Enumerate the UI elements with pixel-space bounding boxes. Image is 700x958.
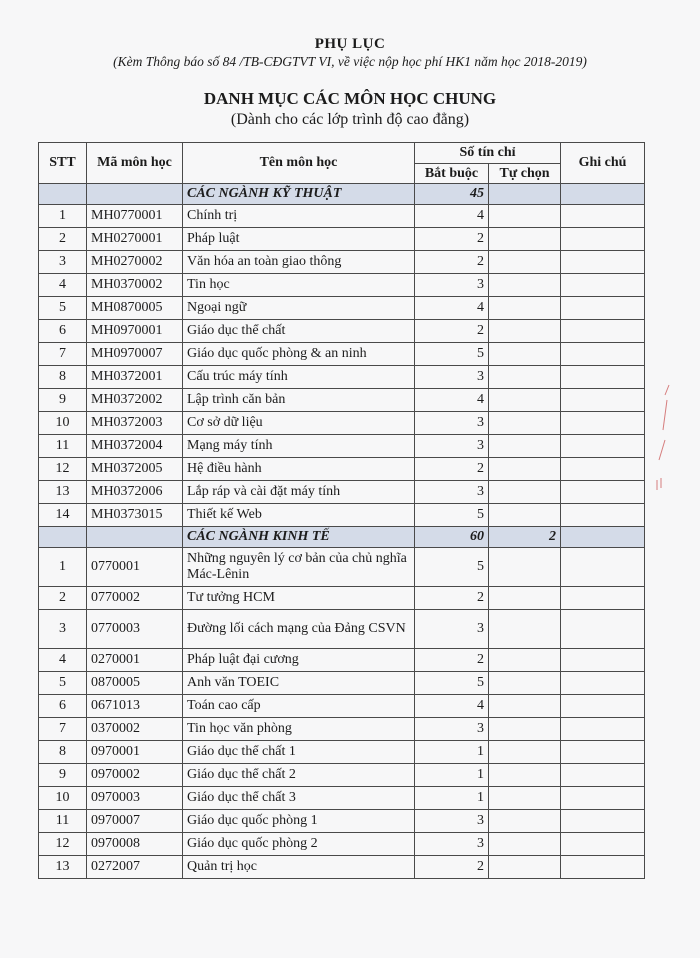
table-row: [39, 251, 645, 274]
row-required-credits: 3: [415, 366, 489, 389]
row-note: [561, 297, 645, 320]
row-optional-credits: [489, 548, 561, 587]
row-optional-credits: [489, 343, 561, 366]
row-course-name: Văn hóa an toàn giao thông: [183, 251, 415, 274]
row-course-code: 0970002: [87, 764, 183, 787]
row-note: [561, 205, 645, 228]
row-course-code: 0770001: [87, 548, 183, 587]
row-stt: 2: [39, 587, 87, 610]
row-course-code: 0970003: [87, 787, 183, 810]
table-row: [39, 548, 645, 587]
row-optional-credits: [489, 695, 561, 718]
table-row: [39, 856, 645, 879]
row-required-credits: 2: [415, 458, 489, 481]
row-optional-credits: [489, 435, 561, 458]
table-row: [39, 504, 645, 527]
row-course-code: 0970008: [87, 833, 183, 856]
row-course-code: MH0373015: [87, 504, 183, 527]
row-course-name: Giáo dục thể chất 1: [183, 741, 415, 764]
row-stt: 4: [39, 649, 87, 672]
row-required-credits: 3: [415, 435, 489, 458]
row-note: [561, 389, 645, 412]
annex-title: PHỤ LỤC: [314, 36, 386, 52]
row-course-code: 0770003: [87, 610, 183, 649]
table-row: [39, 718, 645, 741]
row-optional-credits: [489, 366, 561, 389]
row-stt: 14: [39, 504, 87, 527]
row-course-name: Quản trị học: [183, 856, 415, 879]
row-required-credits: 4: [415, 695, 489, 718]
row-course-name: Cấu trúc máy tính: [183, 366, 415, 389]
row-note: [561, 228, 645, 251]
table-row: [39, 610, 645, 649]
row-note: [561, 833, 645, 856]
row-course-name: Tin học: [183, 274, 415, 297]
row-required-credits: 4: [415, 205, 489, 228]
row-course-code: MH0870005: [87, 297, 183, 320]
row-stt: 7: [39, 718, 87, 741]
margin-handwritten-mark: [653, 380, 673, 500]
row-stt: 12: [39, 833, 87, 856]
row-course-code: MH0372002: [87, 389, 183, 412]
table-row: [39, 833, 645, 856]
row-note: [561, 610, 645, 649]
row-course-code: 0671013: [87, 695, 183, 718]
table-row: [39, 695, 645, 718]
group-required-total: 60: [415, 527, 489, 548]
row-stt: 6: [39, 320, 87, 343]
row-note: [561, 856, 645, 879]
header-required: Bắt buộc: [415, 164, 489, 184]
table-row: [39, 228, 645, 251]
row-note: [561, 548, 645, 587]
row-required-credits: 3: [415, 274, 489, 297]
row-course-name: Anh văn TOEIC: [183, 672, 415, 695]
row-course-code: 0970001: [87, 741, 183, 764]
row-course-code: 0770002: [87, 587, 183, 610]
row-required-credits: 4: [415, 297, 489, 320]
table-row: [39, 764, 645, 787]
row-note: [561, 695, 645, 718]
row-optional-credits: [489, 297, 561, 320]
row-required-credits: 3: [415, 718, 489, 741]
group-optional-total: [489, 184, 561, 205]
header-stt: STT: [39, 143, 87, 184]
row-stt: 4: [39, 274, 87, 297]
row-optional-credits: [489, 610, 561, 649]
row-note: [561, 274, 645, 297]
row-note: [561, 366, 645, 389]
row-required-credits: 1: [415, 764, 489, 787]
row-optional-credits: [489, 587, 561, 610]
row-stt: 13: [39, 856, 87, 879]
row-required-credits: 2: [415, 856, 489, 879]
row-stt: 1: [39, 205, 87, 228]
row-course-code: 0370002: [87, 718, 183, 741]
row-course-code: MH0770001: [87, 205, 183, 228]
row-note: [561, 587, 645, 610]
row-note: [561, 810, 645, 833]
row-note: [561, 320, 645, 343]
row-note: [561, 343, 645, 366]
row-course-name: Tin học văn phòng: [183, 718, 415, 741]
row-course-code: MH0372006: [87, 481, 183, 504]
table-row: [39, 458, 645, 481]
row-note: [561, 251, 645, 274]
row-course-name: Giáo dục quốc phòng & an ninh: [183, 343, 415, 366]
row-course-name: Pháp luật đại cương: [183, 649, 415, 672]
table-row: [39, 389, 645, 412]
row-stt: 7: [39, 343, 87, 366]
row-course-name: Ngoại ngữ: [183, 297, 415, 320]
table-row: [39, 274, 645, 297]
header-course-code: Mã môn học: [87, 143, 183, 184]
row-course-code: MH0270002: [87, 251, 183, 274]
header-credits: Số tín chỉ: [415, 143, 561, 164]
row-stt: 9: [39, 764, 87, 787]
row-course-code: MH0970001: [87, 320, 183, 343]
row-course-code: 0272007: [87, 856, 183, 879]
row-note: [561, 435, 645, 458]
row-stt: 6: [39, 695, 87, 718]
row-required-credits: 5: [415, 504, 489, 527]
row-course-name: Giáo dục quốc phòng 2: [183, 833, 415, 856]
row-required-credits: 3: [415, 610, 489, 649]
row-optional-credits: [489, 458, 561, 481]
group-name: CÁC NGÀNH KINH TẾ: [183, 527, 415, 548]
row-required-credits: 3: [415, 810, 489, 833]
row-stt: 12: [39, 458, 87, 481]
row-stt: 1: [39, 548, 87, 587]
row-note: [561, 764, 645, 787]
row-optional-credits: [489, 504, 561, 527]
row-optional-credits: [489, 856, 561, 879]
header-note: Ghi chú: [561, 143, 645, 184]
group-optional-total: 2: [489, 527, 561, 548]
row-course-name: Giáo dục quốc phòng 1: [183, 810, 415, 833]
row-stt: 9: [39, 389, 87, 412]
row-required-credits: 3: [415, 833, 489, 856]
row-note: [561, 458, 645, 481]
table-row: [39, 297, 645, 320]
group-row: [39, 527, 645, 548]
group-row: [39, 184, 645, 205]
row-optional-credits: [489, 320, 561, 343]
table-row: [39, 787, 645, 810]
row-required-credits: 1: [415, 787, 489, 810]
row-course-name: Những nguyên lý cơ bản của chủ nghĩa Mác-Lênin: [183, 548, 415, 587]
course-table-body: [39, 184, 645, 879]
row-note: [561, 481, 645, 504]
row-optional-credits: [489, 251, 561, 274]
row-course-code: MH0372001: [87, 366, 183, 389]
row-stt: 8: [39, 366, 87, 389]
row-stt: 5: [39, 297, 87, 320]
row-course-name: Thiết kế Web: [183, 504, 415, 527]
row-course-code: MH0372003: [87, 412, 183, 435]
row-stt: 3: [39, 251, 87, 274]
row-stt: 10: [39, 787, 87, 810]
row-course-name: Giáo dục thể chất 3: [183, 787, 415, 810]
table-row: [39, 810, 645, 833]
row-stt: 11: [39, 435, 87, 458]
row-required-credits: 5: [415, 343, 489, 366]
row-course-name: Hệ điều hành: [183, 458, 415, 481]
row-course-code: 0870005: [87, 672, 183, 695]
row-course-name: Mạng máy tính: [183, 435, 415, 458]
table-row: [39, 741, 645, 764]
row-optional-credits: [489, 649, 561, 672]
row-required-credits: 2: [415, 320, 489, 343]
row-optional-credits: [489, 274, 561, 297]
row-course-name: Toán cao cấp: [183, 695, 415, 718]
row-note: [561, 672, 645, 695]
row-required-credits: 2: [415, 228, 489, 251]
table-row: [39, 672, 645, 695]
row-stt: 2: [39, 228, 87, 251]
row-stt: 3: [39, 610, 87, 649]
group-code-cell: [87, 527, 183, 548]
row-optional-credits: [489, 672, 561, 695]
row-course-name: Lắp ráp và cài đặt máy tính: [183, 481, 415, 504]
row-note: [561, 649, 645, 672]
document-title: DANH MỤC CÁC MÔN HỌC CHUNG: [203, 89, 497, 108]
table-row: [39, 481, 645, 504]
row-note: [561, 412, 645, 435]
row-course-name: Lập trình căn bản: [183, 389, 415, 412]
row-note: [561, 741, 645, 764]
group-stt-cell: [39, 184, 87, 205]
group-note-cell: [561, 184, 645, 205]
row-required-credits: 5: [415, 672, 489, 695]
row-course-code: 0270001: [87, 649, 183, 672]
row-optional-credits: [489, 389, 561, 412]
row-course-code: MH0270001: [87, 228, 183, 251]
row-optional-credits: [489, 833, 561, 856]
row-course-name: Pháp luật: [183, 228, 415, 251]
table-row: [39, 435, 645, 458]
row-required-credits: 3: [415, 481, 489, 504]
table-row: [39, 343, 645, 366]
row-course-name: Cơ sở dữ liệu: [183, 412, 415, 435]
table-row: [39, 587, 645, 610]
row-course-name: Giáo dục thể chất 2: [183, 764, 415, 787]
row-stt: 8: [39, 741, 87, 764]
row-course-name: Chính trị: [183, 205, 415, 228]
row-required-credits: 2: [415, 649, 489, 672]
row-required-credits: 1: [415, 741, 489, 764]
row-course-name: Đường lối cách mạng của Đảng CSVN: [183, 610, 415, 649]
row-note: [561, 718, 645, 741]
row-course-code: MH0370002: [87, 274, 183, 297]
row-optional-credits: [489, 787, 561, 810]
row-course-code: MH0970007: [87, 343, 183, 366]
row-optional-credits: [489, 228, 561, 251]
header-optional: Tự chọn: [489, 164, 561, 184]
group-name: CÁC NGÀNH KỸ THUẬT: [183, 184, 415, 205]
row-required-credits: 2: [415, 587, 489, 610]
row-note: [561, 787, 645, 810]
row-optional-credits: [489, 412, 561, 435]
row-required-credits: 4: [415, 389, 489, 412]
document-subtitle: (Dành cho các lớp trình độ cao đẳng): [230, 111, 470, 128]
group-stt-cell: [39, 527, 87, 548]
table-row: [39, 366, 645, 389]
table-row: [39, 412, 645, 435]
row-optional-credits: [489, 718, 561, 741]
row-required-credits: 5: [415, 548, 489, 587]
row-course-code: 0970007: [87, 810, 183, 833]
row-required-credits: 2: [415, 251, 489, 274]
annex-subtitle: (Kèm Thông báo số 84 /TB-CĐGTVT VI, về việc nộp học phí HK1 năm học 2018-2019): [113, 54, 587, 69]
row-note: [561, 504, 645, 527]
row-stt: 11: [39, 810, 87, 833]
group-code-cell: [87, 184, 183, 205]
row-optional-credits: [489, 481, 561, 504]
row-optional-credits: [489, 764, 561, 787]
header-course-name: Tên môn học: [183, 143, 415, 184]
row-optional-credits: [489, 741, 561, 764]
row-course-code: MH0372004: [87, 435, 183, 458]
group-note-cell: [561, 527, 645, 548]
group-required-total: 45: [415, 184, 489, 205]
row-course-name: Giáo dục thể chất: [183, 320, 415, 343]
table-row: [39, 205, 645, 228]
row-optional-credits: [489, 810, 561, 833]
row-stt: 10: [39, 412, 87, 435]
row-optional-credits: [489, 205, 561, 228]
row-required-credits: 3: [415, 412, 489, 435]
course-table: [38, 142, 645, 879]
table-row: [39, 320, 645, 343]
table-row: [39, 649, 645, 672]
row-stt: 13: [39, 481, 87, 504]
row-stt: 5: [39, 672, 87, 695]
row-course-name: Tư tưởng HCM: [183, 587, 415, 610]
row-course-code: MH0372005: [87, 458, 183, 481]
